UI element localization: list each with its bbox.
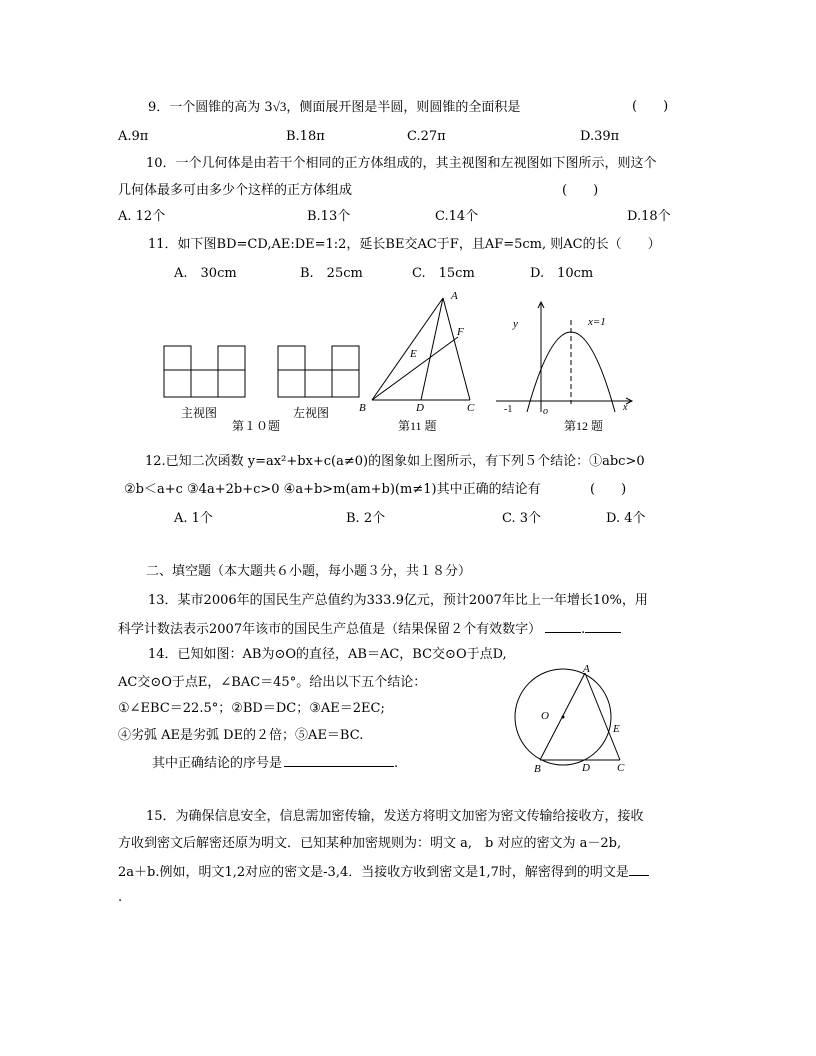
q11-option-b: B. 25cm <box>300 266 363 281</box>
q12-answer-paren: ( ) <box>590 482 627 497</box>
parabola-label-origin: o <box>543 406 548 417</box>
parabola-figure <box>496 302 632 412</box>
q15-stem-line3: 2a＋b.例如，明文1,2对应的密文是-3,4．当接收方收到密文是1,7时，解密得到的明文是 <box>118 863 649 882</box>
q12-option-d: D. 4个 <box>606 511 646 526</box>
parabola-label-y: y <box>513 318 518 330</box>
q10-option-b: B.13个 <box>307 209 351 224</box>
tri-label-e: E <box>410 348 417 360</box>
fig12-caption: 第12 题 <box>564 419 604 433</box>
q14-stem-line1: 14．已知如图：AB为⊙O的直径，AB＝AC，BC交⊙O于点D, <box>148 647 507 662</box>
tri-label-b: B <box>359 402 366 414</box>
q9-stem: 9．一个圆锥的高为 3√3，侧面展开图是半圆，则圆锥的全面积是 <box>148 99 521 115</box>
q10-option-d: D.18个 <box>627 209 671 224</box>
q9-option-c: C.27π <box>407 129 446 144</box>
tri-label-a: A <box>451 290 458 302</box>
q14-answer-blank[interactable] <box>284 754 394 767</box>
parabola-label-x: x <box>623 402 628 413</box>
q11-stem: 11．如下图BD=CD,AE:DE=1:2，延长BE交AC于F，且AF=5cm, 则AC的长（ ） <box>148 237 661 252</box>
fig10-caption: 第１０题 <box>232 419 281 433</box>
q13-answer-blank-left[interactable] <box>545 620 581 633</box>
q10-stem-line1: 10．一个几何体是由若干个相同的正方体组成的，其主视图和左视图如下图所示，则这个 <box>146 156 657 171</box>
tri-label-d: D <box>416 402 424 414</box>
q12-option-c: C. 3个 <box>502 511 542 526</box>
q13-stem-line2: 科学计数法表示2007年该市的国民生产总值是（结果保留２个有效数字） . <box>118 620 621 639</box>
q10-answer-paren: ( ) <box>562 183 599 198</box>
q12-stem-line1: 12.已知二次函数 y=ax²+bx+c(a≠0)的图象如上图所示，有下列５个结论：①abc>0 <box>145 454 645 469</box>
main-view-label: 主视图 <box>181 406 218 420</box>
q14-answer-line: 其中正确结论的序号是 . <box>152 756 399 771</box>
parabola-axis-label: x=1 <box>588 316 606 328</box>
circle-label-e: E <box>613 723 620 735</box>
q12-option-b: B. 2个 <box>346 511 386 526</box>
q11-option-c: C. 15cm <box>412 266 475 281</box>
circle-center-dot <box>562 716 565 719</box>
q15-stem-line1: 15．为确保信息安全，信息需加密传输，发送方将明文加密为密文传输给接收方，接收 <box>146 809 644 824</box>
main-view-figure <box>164 346 245 397</box>
section2-title: 二、填空题（本大题共６小题，每小题３分，共１８分） <box>146 564 472 579</box>
triangle-figure <box>372 298 470 400</box>
tri-label-c: C <box>467 402 475 414</box>
q13-answer-blank-right[interactable] <box>585 620 621 633</box>
left-view-label: 左视图 <box>293 406 330 420</box>
parabola-label-minus-one: -1 <box>504 404 513 415</box>
q9-option-d: D.39π <box>580 129 620 144</box>
circle-label-a: A <box>583 663 590 675</box>
q9-option-b: B.18π <box>286 129 325 144</box>
q14-stem-line3: ①∠EBC＝22.5°；②BD＝DC；③AE＝2EC; <box>118 701 385 716</box>
circle-figure <box>515 669 620 765</box>
q13-stem-line1: 13．某市2006年的国民生产总值约为333.9亿元，预计2007年比上一年增长10%，用 <box>148 593 648 608</box>
q12-option-a: A. 1个 <box>174 511 213 526</box>
q11-option-a: A. 30cm <box>174 266 237 281</box>
circle-label-c: C <box>617 762 625 774</box>
circle-label-o: O <box>541 710 549 722</box>
q10-stem-line2: 几何体最多可由多少个这样的正方体组成 <box>118 183 353 198</box>
q12-stem-line2: ②b＜a+c ③4a+2b+c>0 ④a+b>m(am+b)(m≠1)其中正确的结论有 <box>124 482 541 497</box>
q14-stem-line2: AC交⊙O于点E，∠BAC＝45°。给出以下五个结论： <box>118 675 427 690</box>
circle-label-d: D <box>582 762 590 774</box>
q15-answer-blank[interactable] <box>629 863 649 876</box>
q15-stem-line4: . <box>118 890 123 905</box>
q14-stem-line4: ④劣弧 AE是劣弧 DE的２倍；⑤AE＝BC. <box>118 728 364 743</box>
q10-option-a: A. 12个 <box>118 209 166 224</box>
q9-answer-paren: ( ) <box>632 99 669 114</box>
q10-option-c: C.14个 <box>435 209 479 224</box>
left-view-figure <box>278 346 359 397</box>
q11-option-d: D. 10cm <box>530 266 594 281</box>
circle-label-b: B <box>534 763 541 775</box>
q9-radical: √3 <box>272 99 287 114</box>
q15-stem-line2: 方收到密文后解密还原为明文．已知某种加密规则为：明文 a, b 对应的密文为 a－2b, <box>118 836 622 851</box>
q9-option-a: A.9π <box>118 129 149 144</box>
tri-label-f: F <box>457 326 464 338</box>
fig11-caption: 第11 题 <box>398 419 437 433</box>
